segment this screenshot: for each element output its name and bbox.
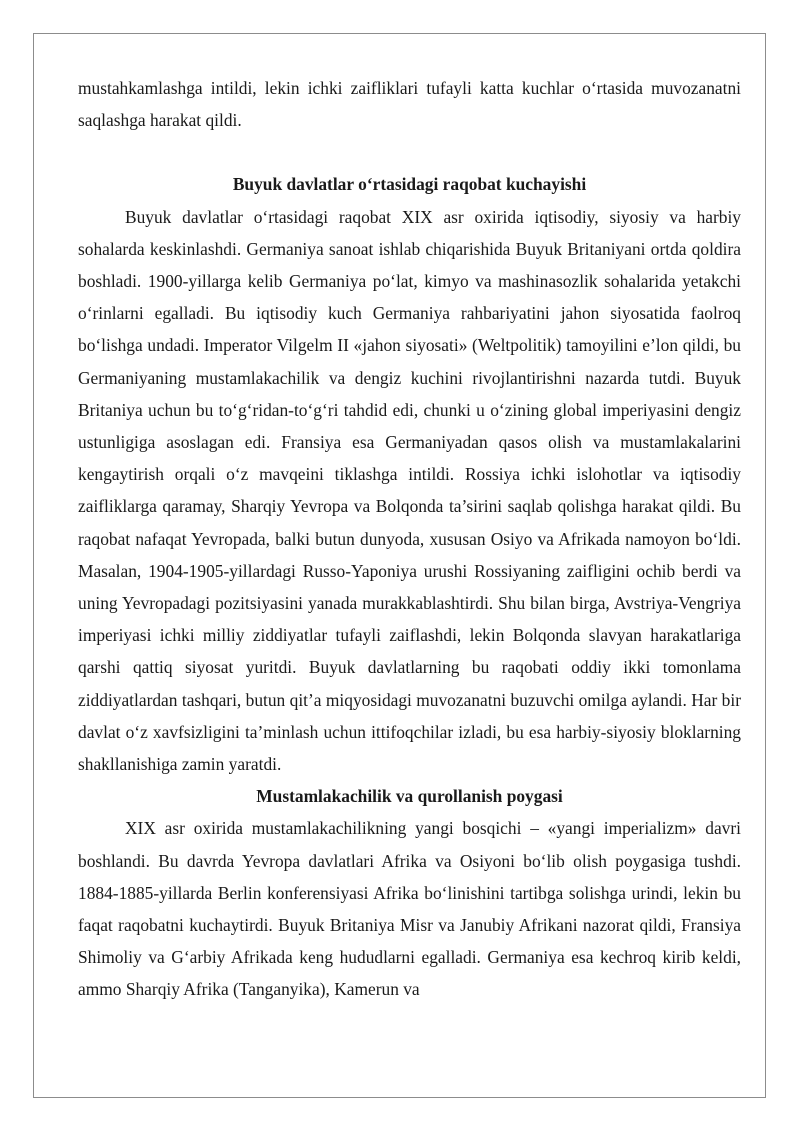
document-body [78,72,741,1006]
section-paragraph-colonialism: XIX asr oxirida mustamlakachilikning yangi bosqichi – «yangi imperializm» davri boshlandi. Bu davrda Yevropa davlatlari Afrika va Osiyoni bo‘lib olish poygasiga tushdi. 1884-1885-yillarda Berlin konferensiyasi Afrika bo‘linishini tartibga solishga urindi, lekin bu faqat raqobatni kuchaytirdi. Buyuk Britaniya Misr va Janubiy Afrikani nazorat qildi, Fransiya Shimoliy va G‘arbiy Afrikada keng hududlarni egalladi. Germaniya esa kechroq kirib keldi, ammo Sharqiy Afrika (Tanganyika), Kamerun va [78,818,741,1000]
section-heading-colonialism: Mustamlakachilik va qurollanish poygasi [256,786,563,807]
intro-paragraph: mustahkamlashga intildi, lekin ichki zaifliklari tufayli katta kuchlar o‘rtasida muvozanatni saqlashga harakat qildi. [78,78,741,131]
section-paragraph-rivalry: Buyuk davlatlar o‘rtasidagi raqobat XIX asr oxirida iqtisodiy, siyosiy va harbiy sohalarda keskinlashdi. Germaniya sanoat ishlab chiqarishida Buyuk Britaniyani ortda qoldira boshladi. 1900-yillarga kelib Germaniya po‘lat, kimyo va mashinasozlik sohalarida yetakchi o‘rinlarni egalladi. Bu iqtisodiy kuch Germaniya rahbariyatini jahon siyosatida faolroq bo‘lishga undadi. Imperator Vilgelm II «jahon siyosati» (Weltpolitik) tamoyilini e’lon qildi, bu Germaniyaning mustamlakachilik va dengiz kuchini rivojlantirishni nazarda tutdi. Buyuk Britaniya uchun bu to‘g‘ridan-to‘g‘ri tahdid edi, chunki u o‘zining global imperiyasini dengiz ustunligiga asoslagan edi. Fransiya esa Germaniyadan qasos olish va mustamlakalarini kengaytirish orqali o‘z mavqeini tiklashga intildi. Rossiya ichki islohotlar va iqtisodiy zaifliklarga qaramay, Sharqiy Yevropa va Bolqonda ta’sirini saqlab qolishga harakat qildi. Bu raqobat nafaqat Yevropada, balki butun dunyoda, xususan Osiyo va Afrikada namoyon bo‘ldi. Masalan, 1904-1905-yillardagi Russo-Yaponiya urushi Rossiyaning zaifligini ochib berdi va uning Yevropadagi pozitsiyasini yanada murakkablashtirdi. Shu bilan birga, Avstriya-Vengriya imperiyasi ichki milliy ziddiyatlar tufayli zaiflashdi, lekin Bolqonda slavyan harakatlariga qarshi qattiq siyosat yuritdi. Buyuk davlatlarning bu raqobati oddiy ikki tomonlama ziddiyatlardan tashqari, butun qit’a miqyosidagi muvozanatni buzuvchi omilga aylandi. Har bir davlat o‘z xavfsizligini ta’minlash uchun ittifoqchilar izladi, bu esa harbiy-siyosiy bloklarning shakllanishiga zamin yaratdi. [78,206,741,775]
paragraph-spacer [78,136,741,168]
section-heading-rivalry: Buyuk davlatlar o‘rtasidagi raqobat kuchayishi [232,174,587,195]
